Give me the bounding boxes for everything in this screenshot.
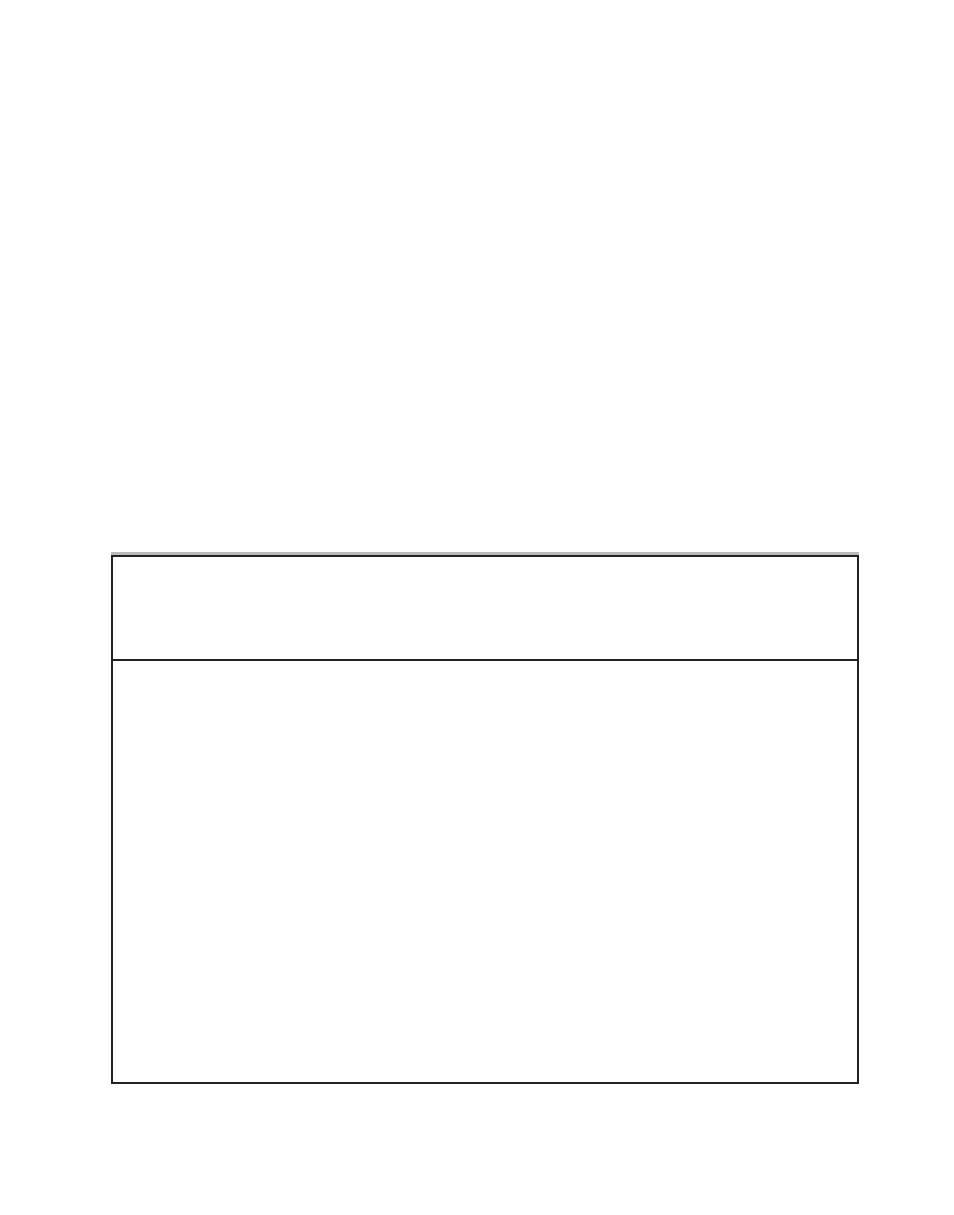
service-record-header bbox=[113, 557, 857, 661]
service-record-panel bbox=[111, 555, 859, 1084]
interval-header-diagonals bbox=[113, 557, 857, 661]
